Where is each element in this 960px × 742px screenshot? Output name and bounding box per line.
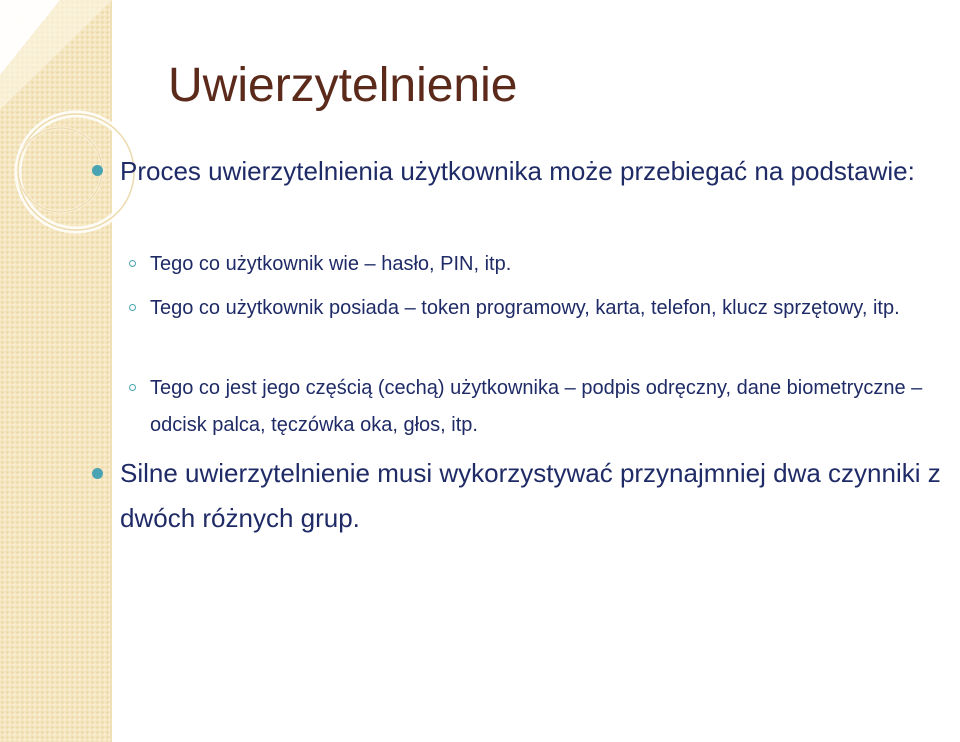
subitem-inherence xyxy=(150,370,950,444)
slide-title: Uwierzytelnienie xyxy=(168,59,518,112)
subitem-knowledge xyxy=(150,246,940,283)
bullet-dot-icon xyxy=(92,165,103,176)
sub-bullet-ring-icon xyxy=(129,384,136,391)
bullet-text: Silne uwierzytelnienie musi wykorzystywać przynajmniej dwa czynniki z dwóch różnych grup. xyxy=(120,458,941,533)
subitem-text: Tego co użytkownik posiada – token programowy, karta, telefon, klucz sprzętowy, itp. xyxy=(150,297,900,319)
subitem-text: Tego co jest jego częścią (cechą) użytkownika – podpis odręczny, dane biometryczne – odcisk palca, tęczówka oka, głos, itp. xyxy=(150,377,923,436)
subitem-text: Tego co użytkownik wie – hasło, PIN, itp. xyxy=(150,253,512,275)
sub-bullet-ring-icon xyxy=(129,260,136,267)
subitem-possession xyxy=(150,290,940,327)
bullet-auth-process xyxy=(120,149,950,193)
bullet-strong-auth xyxy=(120,451,950,541)
bullet-text: Proces uwierzytelnienia użytkownika może przebiegać na podstawie: xyxy=(120,156,915,186)
sub-bullet-ring-icon xyxy=(129,304,136,311)
bullet-dot-icon xyxy=(92,468,103,479)
